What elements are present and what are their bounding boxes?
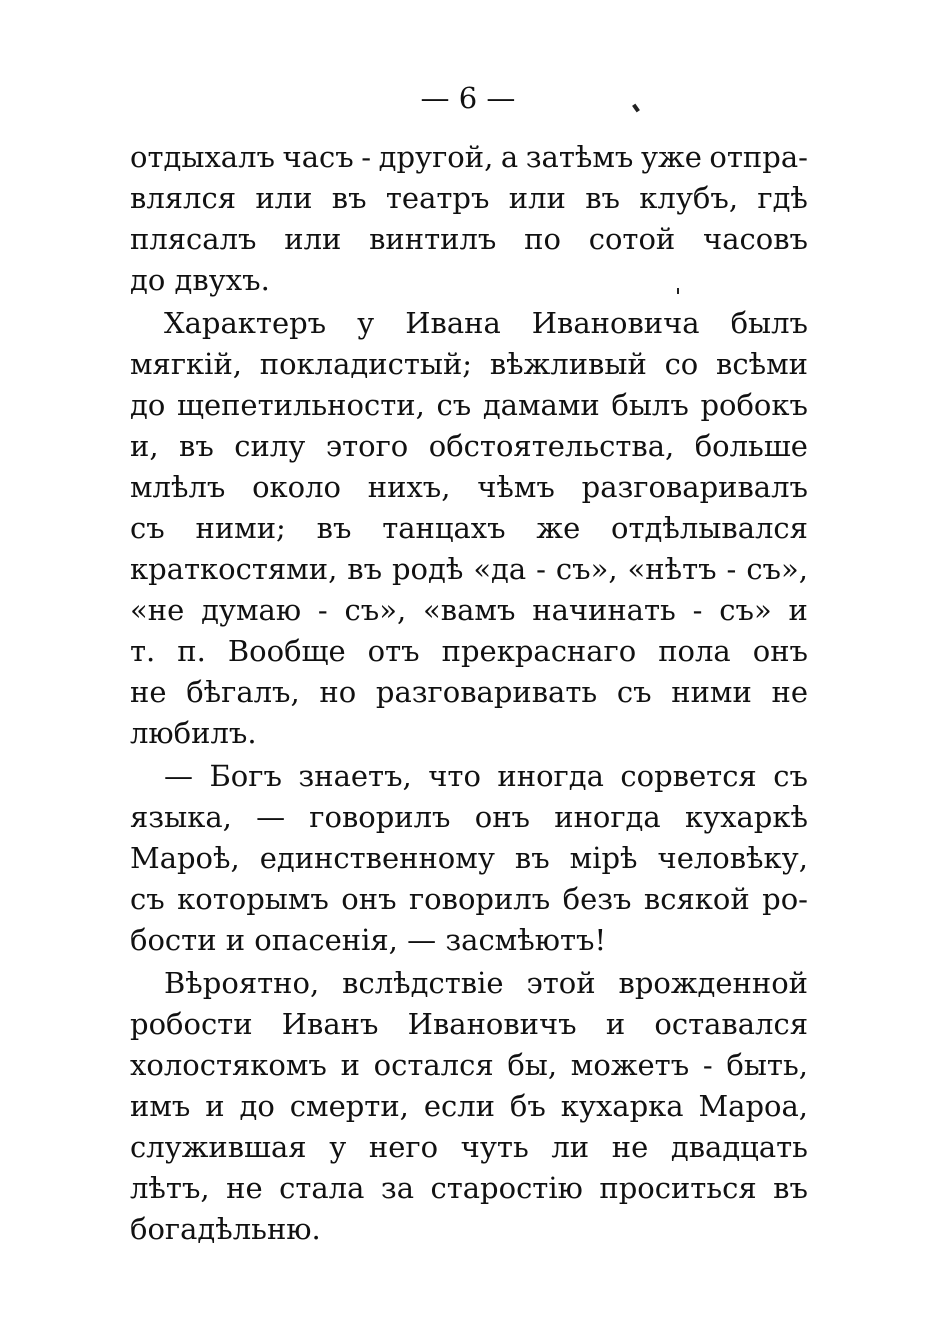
text-line (130, 672, 808, 713)
word: — (256, 800, 286, 834)
word: Характеръ (164, 306, 327, 340)
word: а (500, 140, 519, 174)
word: былъ (611, 388, 689, 422)
text-line: до двухъ. (130, 263, 270, 297)
word: этого (325, 429, 409, 463)
text-line (130, 426, 808, 467)
paragraph (130, 137, 808, 301)
text-line (130, 631, 808, 672)
word: разговаривать (375, 675, 598, 709)
word: не (226, 1171, 263, 1205)
word: Ивановичъ (407, 1007, 577, 1041)
word: знаетъ, (298, 759, 412, 793)
word: съ (773, 759, 808, 793)
word: театръ (385, 181, 490, 215)
word: вѣжливый (489, 347, 647, 381)
word: и (205, 1089, 225, 1123)
text-line (130, 963, 808, 1004)
word: бы, (507, 1048, 558, 1082)
word: Мароѣ, (130, 841, 240, 875)
word: въ (331, 181, 367, 215)
text-line (130, 385, 808, 426)
word: стала (279, 1171, 365, 1205)
word: остался (373, 1048, 494, 1082)
word: ними (671, 675, 752, 709)
text-line (130, 879, 808, 920)
text-line (130, 344, 808, 385)
word: служившая (130, 1130, 307, 1164)
word: всякой (643, 882, 750, 916)
word: «да (473, 552, 527, 586)
text-line: бости и опасенія, — засмѣютъ! (130, 923, 607, 957)
word: до (130, 388, 166, 422)
word: иногда (554, 800, 661, 834)
word: сорвется (620, 759, 757, 793)
word: у (357, 306, 375, 340)
word: Вообще (227, 634, 346, 668)
word: человѣку, (657, 841, 808, 875)
word: и (340, 1048, 360, 1082)
word: всѣми (716, 347, 808, 381)
word: ли (551, 1130, 590, 1164)
word: не (771, 675, 808, 709)
word: т. (130, 634, 156, 668)
word: плясалъ (130, 222, 257, 256)
word: мірѣ (569, 841, 638, 875)
text-line (130, 508, 808, 549)
word: старостію (430, 1171, 583, 1205)
word: безъ (562, 882, 632, 916)
word: нихъ, (367, 470, 451, 504)
word: въ (179, 429, 214, 463)
word: бѣгалъ, (186, 675, 300, 709)
word: танцахъ (382, 511, 506, 545)
word: влялся (130, 181, 237, 215)
text-line (130, 467, 808, 508)
word: въ (316, 511, 352, 545)
text-line (130, 756, 808, 797)
word: если (423, 1089, 495, 1123)
word: отдыхалъ (130, 140, 275, 174)
word: съ» (719, 593, 772, 627)
word: - (692, 593, 703, 627)
word: часовъ (703, 222, 808, 256)
word: и, (130, 429, 159, 463)
word: и (605, 1007, 626, 1041)
word: отдѣлывался (611, 511, 808, 545)
word: п. (177, 634, 206, 668)
word: былъ (730, 306, 808, 340)
word: иногда (497, 759, 604, 793)
word: не (611, 1130, 649, 1164)
word: гдѣ (757, 181, 808, 215)
word: двадцать (670, 1130, 808, 1164)
word: но (319, 675, 357, 709)
word: Богъ (209, 759, 282, 793)
word: отпра- (709, 140, 808, 174)
text-line (130, 137, 808, 178)
word: онъ (341, 882, 397, 916)
word: смерти, (289, 1089, 409, 1123)
word: затѣмъ (525, 140, 634, 174)
word: онъ (474, 800, 530, 834)
word: кухаркѣ (684, 800, 808, 834)
word: него (368, 1130, 439, 1164)
word: прекраснаго (441, 634, 637, 668)
text-line (130, 797, 808, 838)
word: щепетильности, (176, 388, 425, 422)
word: единственному (259, 841, 495, 875)
word: - (726, 552, 737, 586)
word: Ивановича (531, 306, 700, 340)
paragraph (130, 303, 808, 754)
word: мягкій, (130, 347, 242, 381)
word: силу (234, 429, 306, 463)
word: съ (436, 388, 472, 422)
word: или (284, 222, 342, 256)
word: съ», (746, 552, 808, 586)
word: Мароа, (698, 1089, 808, 1123)
word: съ (130, 882, 165, 916)
word: за (380, 1171, 414, 1205)
word: ними; (195, 511, 286, 545)
word: проситься (599, 1171, 757, 1205)
word: начинать (532, 593, 676, 627)
text-line (130, 590, 808, 631)
word: съ (616, 675, 652, 709)
text-line (130, 549, 808, 590)
word: разговаривалъ (581, 470, 808, 504)
page-number: — 6 — (420, 81, 516, 115)
word: съ», (344, 593, 407, 627)
word: покладистый; (259, 347, 473, 381)
word: ро- (762, 882, 808, 916)
word: уже (640, 140, 702, 174)
word: другой, (378, 140, 494, 174)
word: же (536, 511, 581, 545)
word: думаю (201, 593, 302, 627)
word: имъ (130, 1089, 191, 1123)
word: которымъ (177, 882, 329, 916)
word: - (361, 140, 372, 174)
word: этой (526, 966, 596, 1000)
word: не (130, 675, 167, 709)
text-line (130, 838, 808, 879)
word: родѣ (391, 552, 464, 586)
word: можетъ (570, 1048, 690, 1082)
word: обстоятельства, (428, 429, 675, 463)
word: «вамъ (423, 593, 516, 627)
word: бъ (509, 1089, 546, 1123)
word: вслѣдствіе (342, 966, 504, 1000)
word: лѣтъ, (130, 1171, 210, 1205)
word: Вѣроятно, (164, 966, 320, 1000)
word: по (524, 222, 561, 256)
word: оставался (654, 1007, 808, 1041)
word: чѣмъ (477, 470, 555, 504)
word: отъ (367, 634, 420, 668)
word: Иванъ (281, 1007, 379, 1041)
paragraph (130, 963, 808, 1250)
word: или (508, 181, 566, 215)
text-line (130, 1045, 808, 1086)
word: чуть (460, 1130, 529, 1164)
text-line (130, 1168, 808, 1209)
word: робокъ (700, 388, 808, 422)
word: - (702, 1048, 713, 1082)
word: — (164, 759, 193, 793)
word: говорилъ (309, 800, 451, 834)
word: винтилъ (369, 222, 497, 256)
word: или (255, 181, 313, 215)
word: краткостями, (130, 552, 338, 586)
word: со (664, 347, 699, 381)
word: въ (773, 1171, 808, 1205)
word: - (317, 593, 328, 627)
word: и (788, 593, 808, 627)
text-line (130, 1127, 808, 1168)
word: пола (658, 634, 731, 668)
word: больше (694, 429, 808, 463)
paragraph (130, 756, 808, 961)
word: «не (130, 593, 185, 627)
text-line: любилъ. (130, 716, 257, 750)
word: у (329, 1130, 347, 1164)
word: клубъ, (639, 181, 739, 215)
word: въ (347, 552, 383, 586)
word: «нѣтъ (627, 552, 717, 586)
word: онъ (752, 634, 808, 668)
word: часъ (282, 140, 354, 174)
word: робости (130, 1007, 253, 1041)
text-line (130, 303, 808, 344)
word: Ивана (405, 306, 501, 340)
text-line (130, 1004, 808, 1045)
word: до (239, 1089, 275, 1123)
word: около (252, 470, 342, 504)
word: кухарка (560, 1089, 684, 1123)
word: дамами (482, 388, 600, 422)
word: въ (514, 841, 550, 875)
word: что (428, 759, 481, 793)
word: холостякомъ (130, 1048, 327, 1082)
word: врожденной (618, 966, 808, 1000)
word: - (536, 552, 546, 586)
word: быть, (726, 1048, 808, 1082)
word: съ», (555, 552, 618, 586)
word: млѣлъ (130, 470, 226, 504)
text-line (130, 219, 808, 260)
text-line (130, 1086, 808, 1127)
word: въ (585, 181, 620, 215)
word: съ (130, 511, 165, 545)
word: языка, (130, 800, 232, 834)
text-line: богадѣльню. (130, 1212, 321, 1246)
word: сотой (588, 222, 676, 256)
word: говорилъ (408, 882, 551, 916)
text-line (130, 178, 808, 219)
